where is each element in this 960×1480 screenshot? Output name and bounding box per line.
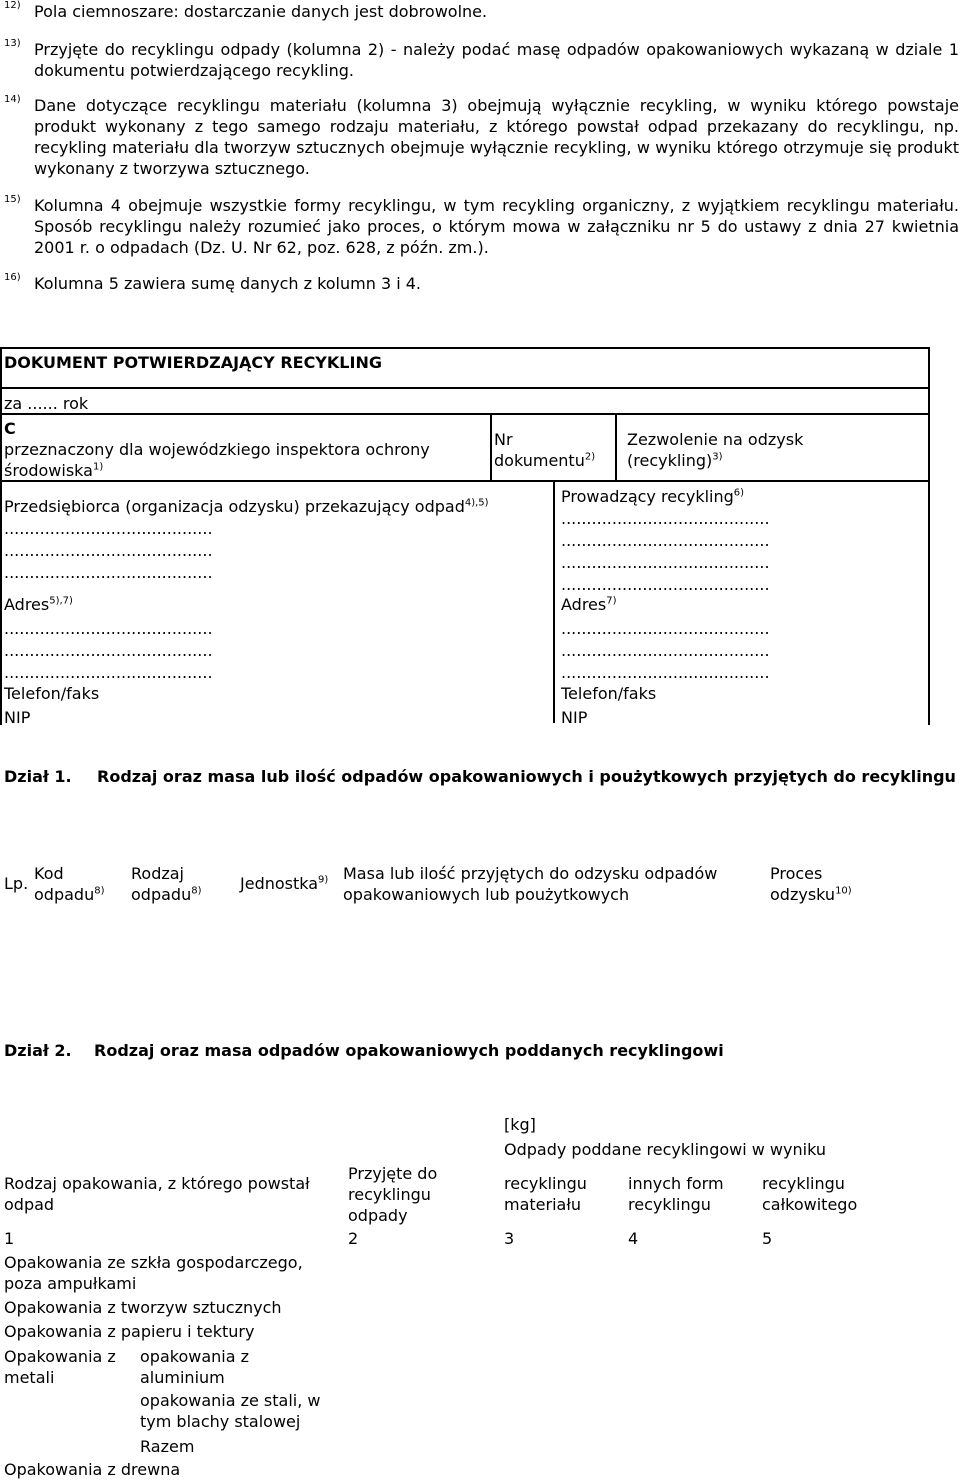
- row-metal-total: Razem: [140, 1437, 195, 1456]
- footnote-marker: 12): [4, 0, 21, 11]
- col-material: recyklingu materiału: [504, 1174, 587, 1214]
- sender-field-2[interactable]: .........................................: [4, 541, 213, 560]
- footnote-text: Dane dotyczące recyklingu materiału (kolumna 3) obejmują wyłącznie recykling, w wyniku którego powstaje produkt wykonany z tego samego rodzaju materiału, z którego powstał odpad przekazany do recyklingu, np. recykling materiału dla tworzyw sztucznych obejmuje wyłącznie recykling, w wyniku którego otrzymuje się produkt wykonany z tworzywa sztucznego.: [34, 96, 959, 178]
- col-other-forms: innych form recyklingu: [628, 1174, 724, 1214]
- col-num-3: 3: [504, 1229, 515, 1248]
- col-code: Kod: [34, 864, 64, 883]
- sender-phone-label: Telefon/faks: [4, 684, 100, 703]
- permit-label-2: (recykling)$^{3)}$: [627, 451, 723, 470]
- footnote-text: Przyjęte do recyklingu odpady (kolumna 2) - należy podać masę odpadów opakowaniowych wykazaną w dziale 1 dokumentu potwierdzającego recykling.: [34, 40, 959, 80]
- col-type: Rodzaj: [131, 864, 184, 883]
- unit-label: [kg]: [504, 1115, 536, 1134]
- recycler-nip-label: NIP: [561, 708, 588, 727]
- recycler-field-1[interactable]: .........................................: [561, 509, 770, 528]
- recycler-field-2[interactable]: .........................................: [561, 531, 770, 550]
- footnote-marker: 15): [4, 194, 21, 205]
- col-num-4: 4: [628, 1229, 639, 1248]
- col-code-2: odpadu$^{8)}$: [34, 885, 105, 904]
- form-title: DOKUMENT POTWIERDZAJĄCY RECYKLING: [4, 353, 382, 372]
- col-process-2: odzysku$^{10)}$: [770, 885, 852, 904]
- sender-field-1[interactable]: .........................................: [4, 519, 213, 538]
- copy-description: przeznaczony dla wojewódzkiego inspektora ochrony środowiska$^{1)}$: [4, 440, 430, 480]
- divider: [490, 413, 492, 480]
- recycler-address-1[interactable]: .........................................: [561, 619, 770, 638]
- row-paper: Opakowania z papieru i tektury: [4, 1322, 255, 1341]
- row-aluminium: opakowania z aluminium: [140, 1347, 249, 1387]
- recycler-field-4[interactable]: .........................................: [561, 575, 770, 594]
- sender-address-1[interactable]: .........................................: [4, 619, 213, 638]
- permit-label: Zezwolenie na odzysk: [627, 430, 804, 449]
- recycler-phone-label: Telefon/faks: [561, 684, 657, 703]
- divider: [0, 413, 928, 415]
- row-plastic: Opakowania z tworzyw sztucznych: [4, 1298, 282, 1317]
- divider: [615, 413, 617, 480]
- col-mass-2: opakowaniowych lub poużytkowych: [343, 885, 630, 904]
- recycler-address-3[interactable]: .........................................: [561, 663, 770, 682]
- col-unit: Jednostka$^{9)}$: [240, 874, 329, 893]
- footnote-text: Kolumna 5 zawiera sumę danych z kolumn 3 i 4.: [34, 274, 422, 293]
- row-wood: Opakowania z drewna: [4, 1460, 181, 1479]
- col-num-5: 5: [762, 1229, 773, 1248]
- footnote-marker: 14): [4, 94, 21, 105]
- recycler-address-label: Adres$^{7)}$: [561, 595, 617, 614]
- section-2-title: Rodzaj oraz masa odpadów opakowaniowych poddanych recyklingowi: [94, 1041, 724, 1060]
- copy-letter: C: [4, 419, 16, 438]
- recycler-address-2[interactable]: .........................................: [561, 641, 770, 660]
- section-2-label: Dział 2.: [4, 1041, 72, 1060]
- divider: [0, 387, 928, 389]
- footnote-text: Kolumna 4 obejmuje wszystkie formy recyklingu, w tym recykling organiczny, z wyjątkiem recyklingu materiału. Sposób recyklingu należy rozumieć jako proces, o którym mowa w załączniku nr 5 do ustawy z dnia 27 kwietnia 2001 r. o odpadach (Dz. U. Nr 62, poz. 628, z późn. zm.).: [34, 196, 959, 257]
- row-steel: opakowania ze stali, w tym blachy stalowej: [140, 1391, 321, 1431]
- sender-address-label: Adres$^{5),7)}$: [4, 595, 73, 614]
- footnote-text: Pola ciemnoszare: dostarczanie danych jest dobrowolne.: [34, 2, 488, 21]
- col-num-2: 2: [348, 1229, 359, 1248]
- col-process: Proces: [770, 864, 823, 883]
- doc-number-label-2: dokumentu$^{2)}$: [494, 451, 596, 470]
- col-lp: Lp.: [4, 874, 29, 893]
- col-packaging-type: Rodzaj opakowania, z którego powstał odpad: [4, 1174, 310, 1214]
- section-1-title: Rodzaj oraz masa lub ilość odpadów opakowaniowych i poużytkowych przyjętych do recyklingu: [97, 767, 956, 786]
- col-total: recyklingu całkowitego: [762, 1174, 858, 1214]
- footnote-marker: 13): [4, 38, 21, 49]
- row-metal: Opakowania z metali: [4, 1347, 116, 1387]
- group-header: Odpady poddane recyklingowi w wyniku: [504, 1140, 826, 1159]
- col-mass: Masa lub ilość przyjętych do odzysku odpadów: [343, 864, 718, 883]
- col-accepted: Przyjęte do recyklingu odpady: [348, 1164, 438, 1225]
- divider: [553, 480, 555, 723]
- sender-address-2[interactable]: .........................................: [4, 641, 213, 660]
- recycler-field-3[interactable]: .........................................: [561, 553, 770, 572]
- report-year: za ...... rok: [4, 394, 89, 413]
- row-glass: Opakowania ze szkła gospodarczego, poza ampułkami: [4, 1253, 303, 1293]
- sender-nip-label: NIP: [4, 708, 31, 727]
- doc-number-label: Nr: [494, 430, 513, 449]
- sender-title: Przedsiębiorca (organizacja odzysku) przekazujący odpad$^{4),5)}$: [4, 497, 489, 516]
- col-type-2: odpadu$^{8)}$: [131, 885, 202, 904]
- sender-address-3[interactable]: .........................................: [4, 663, 213, 682]
- section-1-label: Dział 1.: [4, 767, 72, 786]
- sender-field-3[interactable]: .........................................: [4, 563, 213, 582]
- col-num-1: 1: [4, 1229, 15, 1248]
- recycler-title: Prowadzący recykling$^{6)}$: [561, 487, 745, 506]
- footnote-marker: 16): [4, 272, 21, 283]
